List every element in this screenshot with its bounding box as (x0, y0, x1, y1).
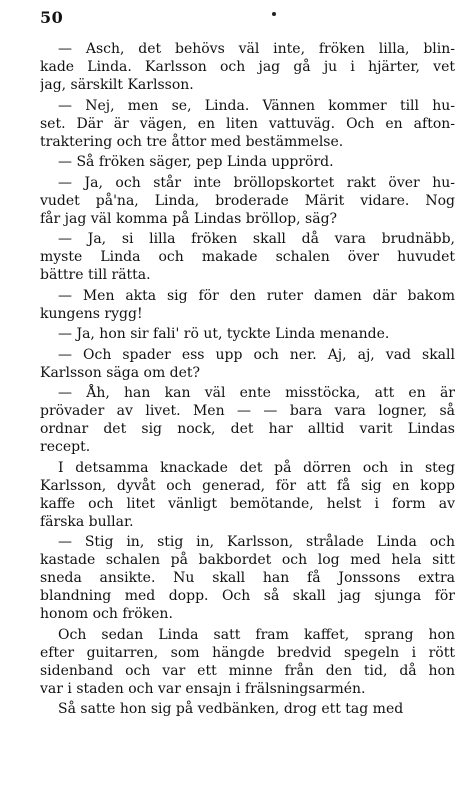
text-line: kungens rygg! (40, 305, 143, 322)
body-text (40, 40, 455, 718)
text-line: kastade schalen på bakbordet och log med hela sitt (40, 552, 455, 568)
text-line: kade Linda. Karlsson och jag gå ju i hjärter, vet (40, 59, 455, 75)
text-line: ordnar det sig nock, det har alltid varit Lindas (40, 421, 455, 437)
paragraph (40, 626, 455, 698)
text-line: — Asch, det behövs väl inte, fröken lilla, blin- (58, 41, 455, 57)
paragraph (40, 174, 455, 228)
header-ornament-dot (272, 12, 276, 16)
text-line: — Ja, hon sir fali' rö ut, tyckte Linda menande. (58, 326, 390, 342)
paragraph (40, 97, 455, 151)
text-line: traktering och tre åttor med bestämmelse. (40, 133, 344, 150)
text-line: Och sedan Linda satt fram kaffet, sprang hon (58, 626, 455, 643)
text-line: var i staden och var ensajn i frälsningsarmén. (40, 680, 366, 697)
text-line: Karlsson, dyvåt och generad, för att få sig en kopp (40, 477, 455, 494)
text-line: jag, särskilt Karlsson. (40, 77, 194, 93)
text-line: set. Där är vägen, en liten vattuväg. Och en afton- (40, 115, 455, 132)
text-line: recept. (40, 439, 91, 455)
text-line: sidenband och var ett minne från den tid, då hon (40, 662, 455, 679)
text-line: — Men akta sig för den ruter damen där bakom (58, 287, 455, 304)
text-line: — Stig in, stig in, Karlsson, strålade Linda och (58, 534, 455, 550)
paragraph (40, 230, 455, 284)
text-line: — Ja, och står inte bröllopskortet rakt över hu- (58, 174, 455, 191)
text-line: — Så fröken säger, pep Linda upprörd. (58, 154, 334, 170)
text-line: — Ja, si lilla fröken skall då vara brudnäbb, (58, 231, 455, 247)
text-line: — Nej, men se, Linda. Vännen kommer till hu- (58, 97, 455, 114)
text-line: blandning med dopp. Och så skall jag sjunga för (40, 588, 455, 604)
paragraph (40, 287, 455, 323)
paragraph (40, 153, 455, 171)
page-number: 50 (40, 8, 64, 27)
text-line: Så satte hon sig på vedbänken, drog ett tag med (58, 701, 404, 717)
paragraph (40, 700, 455, 718)
text-line: I detsamma knackade det på dörren och in steg (58, 459, 455, 476)
paragraph (40, 325, 455, 343)
text-line: efter guitarren, som hängde bredvid spegeln i rött (40, 644, 455, 661)
paragraph (40, 384, 455, 456)
text-line: vudet på'na, Linda, broderade Märit vidare. Nog (40, 192, 455, 209)
text-line: sneda ansikte. Nu skall han få Jonssons extra (40, 570, 455, 586)
paragraph (40, 459, 455, 531)
text-line: kaffe och litet vänligt bemötande, helst i form av (40, 495, 455, 512)
paragraph (40, 533, 455, 623)
paragraph (40, 40, 455, 94)
text-line: får jag väl komma på Lindas bröllop, säg? (40, 210, 338, 227)
text-line: färska bullar. (40, 513, 134, 530)
text-line: honom och fröken. (40, 606, 173, 622)
text-line: — Och spader ess upp och ner. Aj, aj, vad skall (58, 346, 455, 363)
text-line: Karlsson säga om det? (40, 364, 201, 381)
paragraph (40, 346, 455, 382)
text-line: — Åh, han kan väl ente misstöcka, att en är (58, 385, 455, 401)
text-line: bättre till rätta. (40, 267, 151, 283)
text-line: myste Linda och makade schalen över huvudet (40, 249, 455, 265)
text-line: prövader av livet. Men — — bara vara logner, så (40, 403, 455, 419)
